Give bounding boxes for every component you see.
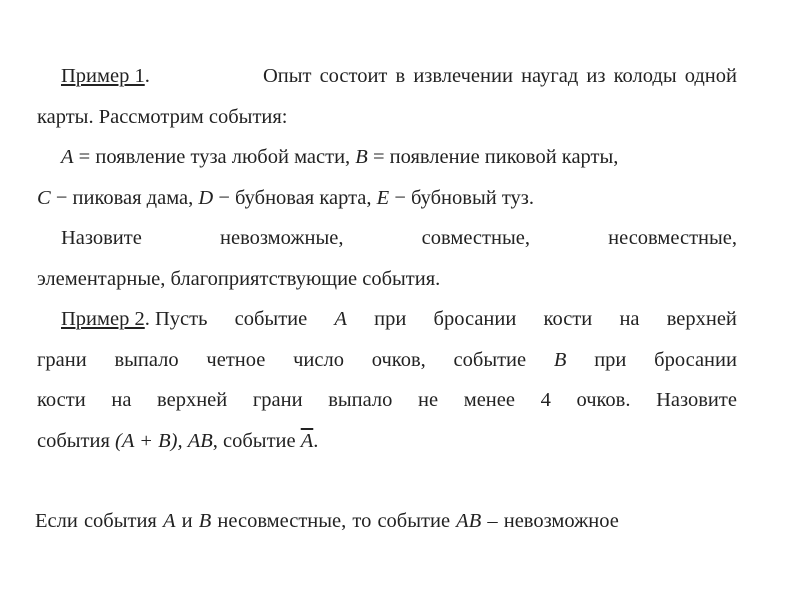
example1-line5 [37,228,737,269]
word: кости [543,308,593,330]
event-b-var: B [355,146,368,168]
event-a-var: A [61,146,74,168]
example1-label: Пример 1 [61,65,145,87]
word: не [418,389,439,411]
word: на [619,308,640,330]
word: – невозможное [487,510,619,532]
word: Если события [35,510,157,532]
word: очков. [576,389,631,411]
word: четное [206,348,266,371]
example2-line2 [37,350,737,391]
word: совместные, [421,227,530,249]
word: верхней [666,308,737,330]
event-d-var: D [198,186,214,209]
word: число [293,348,344,371]
event-a-var-2: A [334,308,347,330]
word: бросании [433,308,517,330]
event-c-var: C [37,186,51,209]
word: очков, [371,348,426,371]
event-d-desc: − бубновая карта, [218,186,372,209]
example1-line4 [37,188,737,229]
word: на [111,389,132,411]
conclusion-line [35,511,737,552]
word: событие [234,308,308,330]
spacer [37,471,737,511]
word: грани [252,389,303,411]
word: несовместные, [608,227,737,249]
word: несовместные, то событие [217,510,451,532]
word: выпало [328,389,393,411]
word: невозможные, [220,227,344,249]
example1-line2 [37,107,737,148]
event-e-var: E [376,186,390,209]
expr-complement: $\overline{A}$ [300,429,314,452]
conclusion-var-ab: AB [456,510,482,532]
example1-line3 [37,147,737,188]
example2-label: Пример 2 [61,308,145,330]
example1-line1-text: Опыт состоит в извлечении наугад из колоды одной [262,65,737,87]
example1-line6-text: элементарные, благоприятствующие события. [37,267,441,290]
punct: . [313,429,319,452]
conclusion-var-b: B [198,510,212,532]
word: 4 [540,389,551,411]
word: кости [37,389,86,411]
expr-sum: (A + B), [115,429,183,452]
expr-product: AB [187,429,213,452]
example2-line1 [37,309,737,350]
word: , событие [212,429,296,452]
event-b-var-2: B [553,348,567,371]
word: Назовите [61,227,142,249]
word: и [181,510,193,532]
word: менее [463,389,515,411]
example2-line4 [37,431,737,472]
example1-line2-text: карты. Рассмотрим события: [37,105,288,128]
event-a-desc: = появление туза любой масти, [78,146,351,168]
example2-line3 [37,390,737,431]
word: верхней [157,389,228,411]
word: выпало [114,348,179,371]
word: при [594,348,627,371]
event-c-desc: − пиковая дама, [55,186,194,209]
word: бросании [654,348,737,371]
word: события [37,429,110,452]
word: при [374,308,407,330]
document-page [37,66,737,552]
event-e-desc: − бубновый туз. [394,186,534,209]
event-b-desc: = появление пиковой карты, [372,146,619,168]
word: Назовите [656,389,737,411]
word: грани [37,348,87,371]
word: . Пусть [144,308,208,330]
example1-line1: Пример 1. Опыт состоит в извлечении наугад из колоды одной [37,66,737,107]
conclusion-var-a: A [162,510,176,532]
word: событие [453,348,527,371]
example1-line6 [37,269,737,310]
